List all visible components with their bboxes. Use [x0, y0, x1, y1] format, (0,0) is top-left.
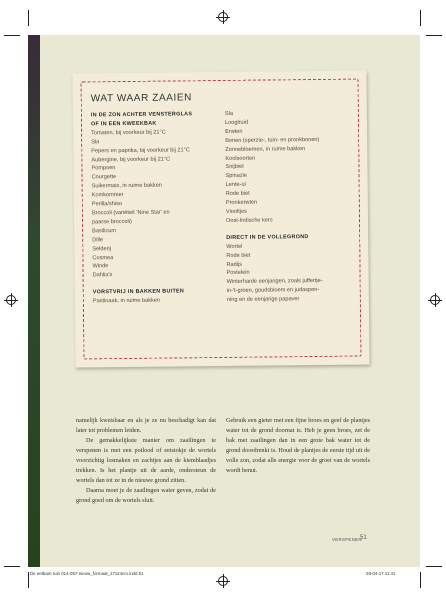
print-slug-right: 28-04-17 11:41: [366, 571, 396, 576]
registration-mark-top: [218, 12, 228, 22]
body-column-left: [76, 416, 216, 506]
list-item: Lente-ui: [225, 181, 246, 189]
list-heading: OF IN EEN KWEEKBAK: [90, 120, 157, 128]
paragraph: Gebruik een gieter met een fijne broes en geef de plantjes water tot de grond doornat is. Heb je geen broes, zet de bak met zaailingen dan in een grote bak water tot de grond doordrenkt is. Houd de plantjes de eerste tijd uit de volle zon, zodat alle energie voor de groei van de wortels wordt benut.: [226, 417, 370, 474]
list-item: Bonen (sperzie-, tuin- en pronkbonen): [225, 136, 320, 144]
list-item: Rode biet: [225, 190, 250, 198]
list-item: Pompoen: [91, 165, 116, 172]
registration-mark-bottom: [218, 576, 228, 586]
list-item: Suikermais, in ruime bakken: [91, 182, 162, 190]
body-column-right: [226, 416, 370, 476]
list-item: Aubergine, bij voorkeur bij 21°C: [91, 156, 171, 163]
list-heading: VORSTVRIJ IN BAKKEN BUITEN: [92, 288, 185, 296]
list-heading: DIRECT IN DE VOLLEGROND: [226, 233, 309, 241]
list-item: Erwten: [225, 128, 243, 135]
paragraph: De gemakkelijkste manier om zaailingen te verspenen is met een potlood of eetstokje de wortels voorzichtig losmaken en zachtjes aan de kiemblaadjes trekken. Is het plantje uit de aarde, ondersteun de wortels dan tot ze in de nieuwe grond zitten.: [76, 437, 216, 484]
crop-mark: [28, 572, 29, 588]
crop-mark: [4, 35, 20, 36]
list-heading: IN DE ZON ACHTER VENSTERGLAS: [90, 111, 193, 119]
list-item: Selderij: [92, 245, 111, 252]
list-item: Dille: [92, 236, 104, 244]
list-item: Postelein: [226, 270, 250, 277]
running-footer: VERSPENEN: [332, 537, 362, 542]
list-item: in-'t-groen, goudsbloem en judaspen-: [226, 287, 320, 295]
list-item: Pastinaak, in ruime bakken: [92, 297, 161, 305]
list-item: Radijs: [226, 261, 243, 268]
list-item: ning en de eenjarige papaver: [226, 296, 300, 304]
list-item: Cosmea: [92, 254, 114, 261]
sowing-card: [72, 70, 369, 367]
list-item: Oost-Indische kers: [225, 217, 273, 224]
page-number: 51: [360, 535, 367, 541]
list-item: Koolsoorten: [225, 155, 256, 162]
list-item: Looglruid: [224, 119, 249, 126]
paragraph: Daarna moet je de zaailingen water geven, zodat de grond goed om de wortels sluit.: [76, 487, 216, 504]
paragraph: namelijk kwetsbaar en als je ze nu beschadigt kan dat later tot problemen leiden.: [76, 417, 216, 434]
list-item: Dahlia's: [92, 272, 113, 279]
list-item: Rode biet: [226, 252, 251, 259]
list-item: Broccoli (variëteit 'Nine Star' en: [91, 209, 170, 217]
list-item: Spinazie: [225, 173, 248, 180]
list-item: Tomaten, bij voorkeur bij 21°C: [91, 129, 166, 137]
card-title: WAT WAAR ZAAIEN: [90, 92, 193, 105]
list-item: Sla: [224, 110, 234, 117]
list-item: Wortel: [226, 243, 243, 250]
crop-mark: [4, 566, 20, 567]
list-item: Zonnebloemen, in ruime bakken: [225, 145, 306, 153]
list-item: Viooltjes: [225, 208, 248, 215]
list-item: Winterharde eenjarigen, zoals juffertje-: [226, 278, 323, 286]
list-item: Winde: [92, 263, 109, 270]
list-item: Courgette: [91, 174, 117, 181]
print-slug-left: De eetbare tuin 014-057-nieuw_formaat_17x24cm.indd 51: [30, 571, 144, 576]
registration-mark-left: [6, 295, 16, 305]
crop-mark: [28, 10, 29, 26]
card-left-column: [91, 110, 233, 306]
list-item: Pronkerwten: [225, 199, 258, 207]
list-item: paarse broccoli): [91, 218, 132, 226]
list-item: Pepers en paprika, bij voorkeur bij 21°C: [91, 146, 190, 154]
list-item: Basilicum: [92, 227, 117, 235]
crop-mark: [420, 10, 421, 26]
list-item: Sla: [91, 138, 100, 146]
crop-mark: [426, 566, 442, 567]
crop-mark: [420, 572, 421, 588]
page-gutter-photo: [28, 35, 40, 567]
registration-mark-right: [430, 295, 440, 305]
list-item: Komkommer: [91, 192, 124, 199]
list-item: Snijbiet: [225, 164, 244, 171]
card-right-column: [225, 108, 367, 304]
list-item: Perilla/shiso: [91, 201, 123, 208]
crop-mark: [426, 35, 442, 36]
